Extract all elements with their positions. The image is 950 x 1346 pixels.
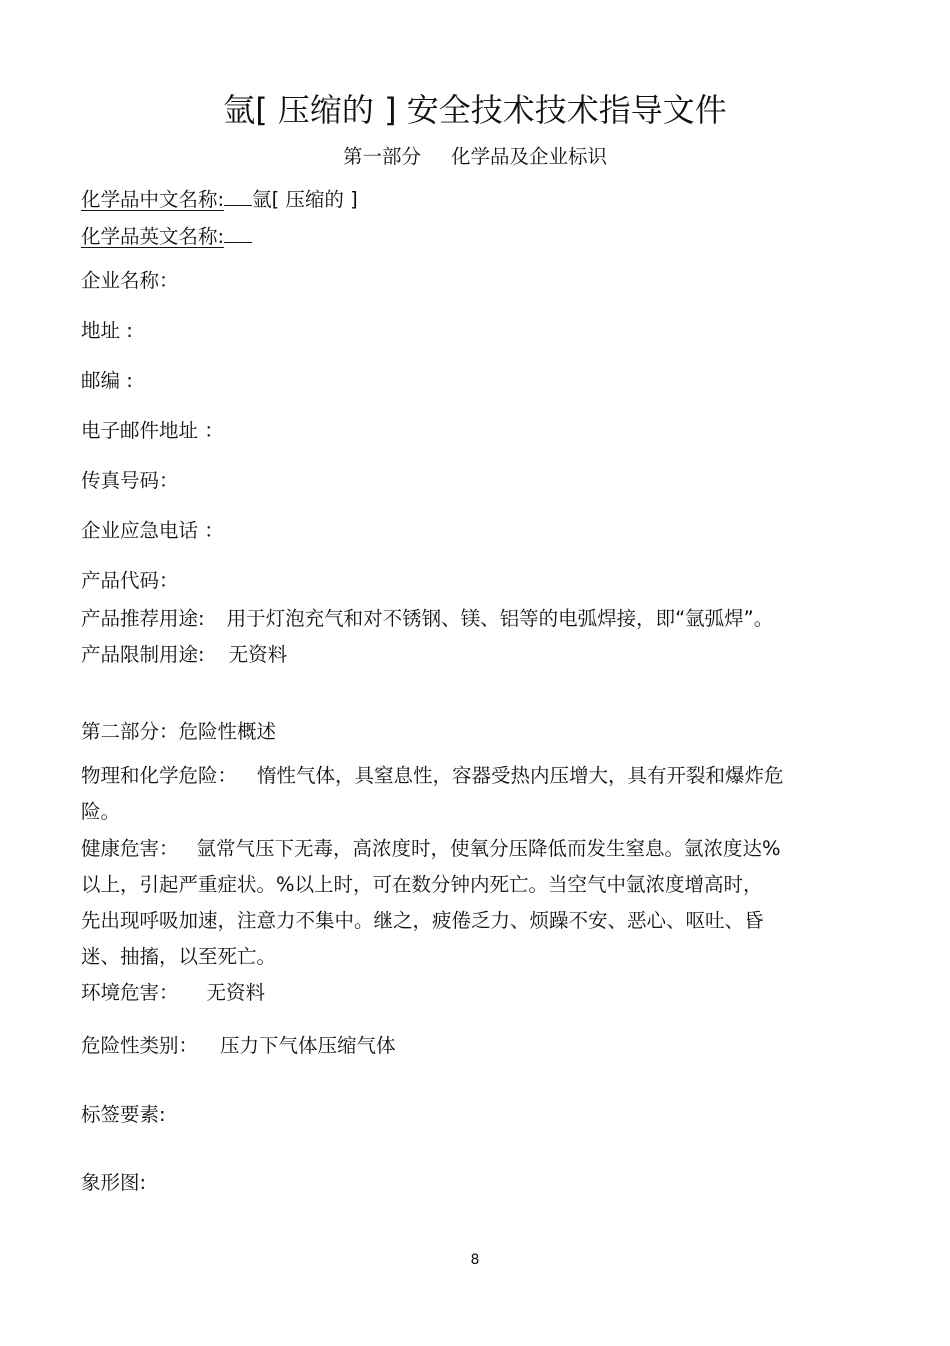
health-line1: 氩常气压下无毒，高浓度时，使氧分压降低而发生窒息。氩浓度达%: [196, 837, 781, 860]
recommended-use-row: [81, 606, 773, 632]
hazard-class-label: 危险性类别：: [81, 1034, 199, 1057]
physchem-line2: 险。: [81, 800, 121, 823]
part2-heading: 第二部分：危险性概述: [81, 720, 277, 743]
cn-name-value: 氩[ 压缩的 ]: [252, 188, 358, 211]
recommended-use-label: 产品推荐用途:: [81, 607, 205, 630]
hazard-class-value: 压力下气体压缩气体: [220, 1034, 396, 1057]
cn-name-underline: [224, 185, 252, 206]
fax-label: 传真号码：: [81, 469, 179, 492]
health-line3: 先出现呼吸加速，注意力不集中。继之，疲倦乏力、烦躁不安、恶心、呕吐、昏: [81, 909, 764, 932]
environment-value: 无资料: [206, 981, 266, 1004]
en-name-label: 化学品英文名称:: [81, 225, 225, 248]
hazard-class-row: [81, 1033, 396, 1059]
cn-name-label: 化学品中文名称:: [81, 188, 225, 211]
health-line4: 迷、抽搐，以至死亡。: [81, 945, 277, 968]
physchem-row: [81, 763, 784, 789]
product-code-label: 产品代码：: [81, 569, 179, 592]
postcode-label: 邮编 :: [81, 369, 133, 392]
part1-heading-text: 化学品及企业标识: [451, 145, 608, 168]
physchem-label: 物理和化学危险：: [81, 764, 238, 787]
environment-row: [81, 980, 265, 1006]
environment-label: 环境危害：: [81, 981, 179, 1004]
page-number: 8: [470, 1252, 480, 1268]
email-label: 电子邮件地址 ：: [81, 419, 224, 442]
label-elements-label: 标签要素:: [81, 1103, 166, 1126]
part1-heading-number: 第一部分: [342, 145, 421, 168]
health-label: 健康危害：: [81, 837, 179, 860]
en-name-underline: [224, 222, 252, 243]
address-label: 地址 :: [81, 319, 133, 342]
restricted-use-value: 无资料: [228, 643, 288, 666]
cn-name-row: [81, 185, 358, 213]
physchem-line1: 惰性气体，具窒息性，容器受热内压增大，具有开裂和爆炸危: [257, 764, 784, 787]
document-title: 氩[ 压缩的 ] 安全技术技术指导文件: [223, 91, 727, 129]
restricted-use-label: 产品限制用途:: [81, 643, 205, 666]
recommended-use-value: 用于灯泡充气和对不锈钢、镁、铝等的电弧焊接，即“氩弧焊”。: [226, 607, 774, 630]
health-line2: 以上，引起严重症状。%以上时，可在数分钟内死亡。当空气中氩浓度增高时，: [81, 873, 763, 896]
part1-heading: [0, 144, 950, 170]
emergency-phone-label: 企业应急电话 ：: [81, 519, 224, 542]
company-label: 企业名称：: [81, 269, 179, 292]
health-row: [81, 836, 781, 862]
pictogram-label: 象形图:: [81, 1171, 147, 1194]
en-name-row: [81, 222, 252, 250]
restricted-use-row: [81, 642, 287, 668]
